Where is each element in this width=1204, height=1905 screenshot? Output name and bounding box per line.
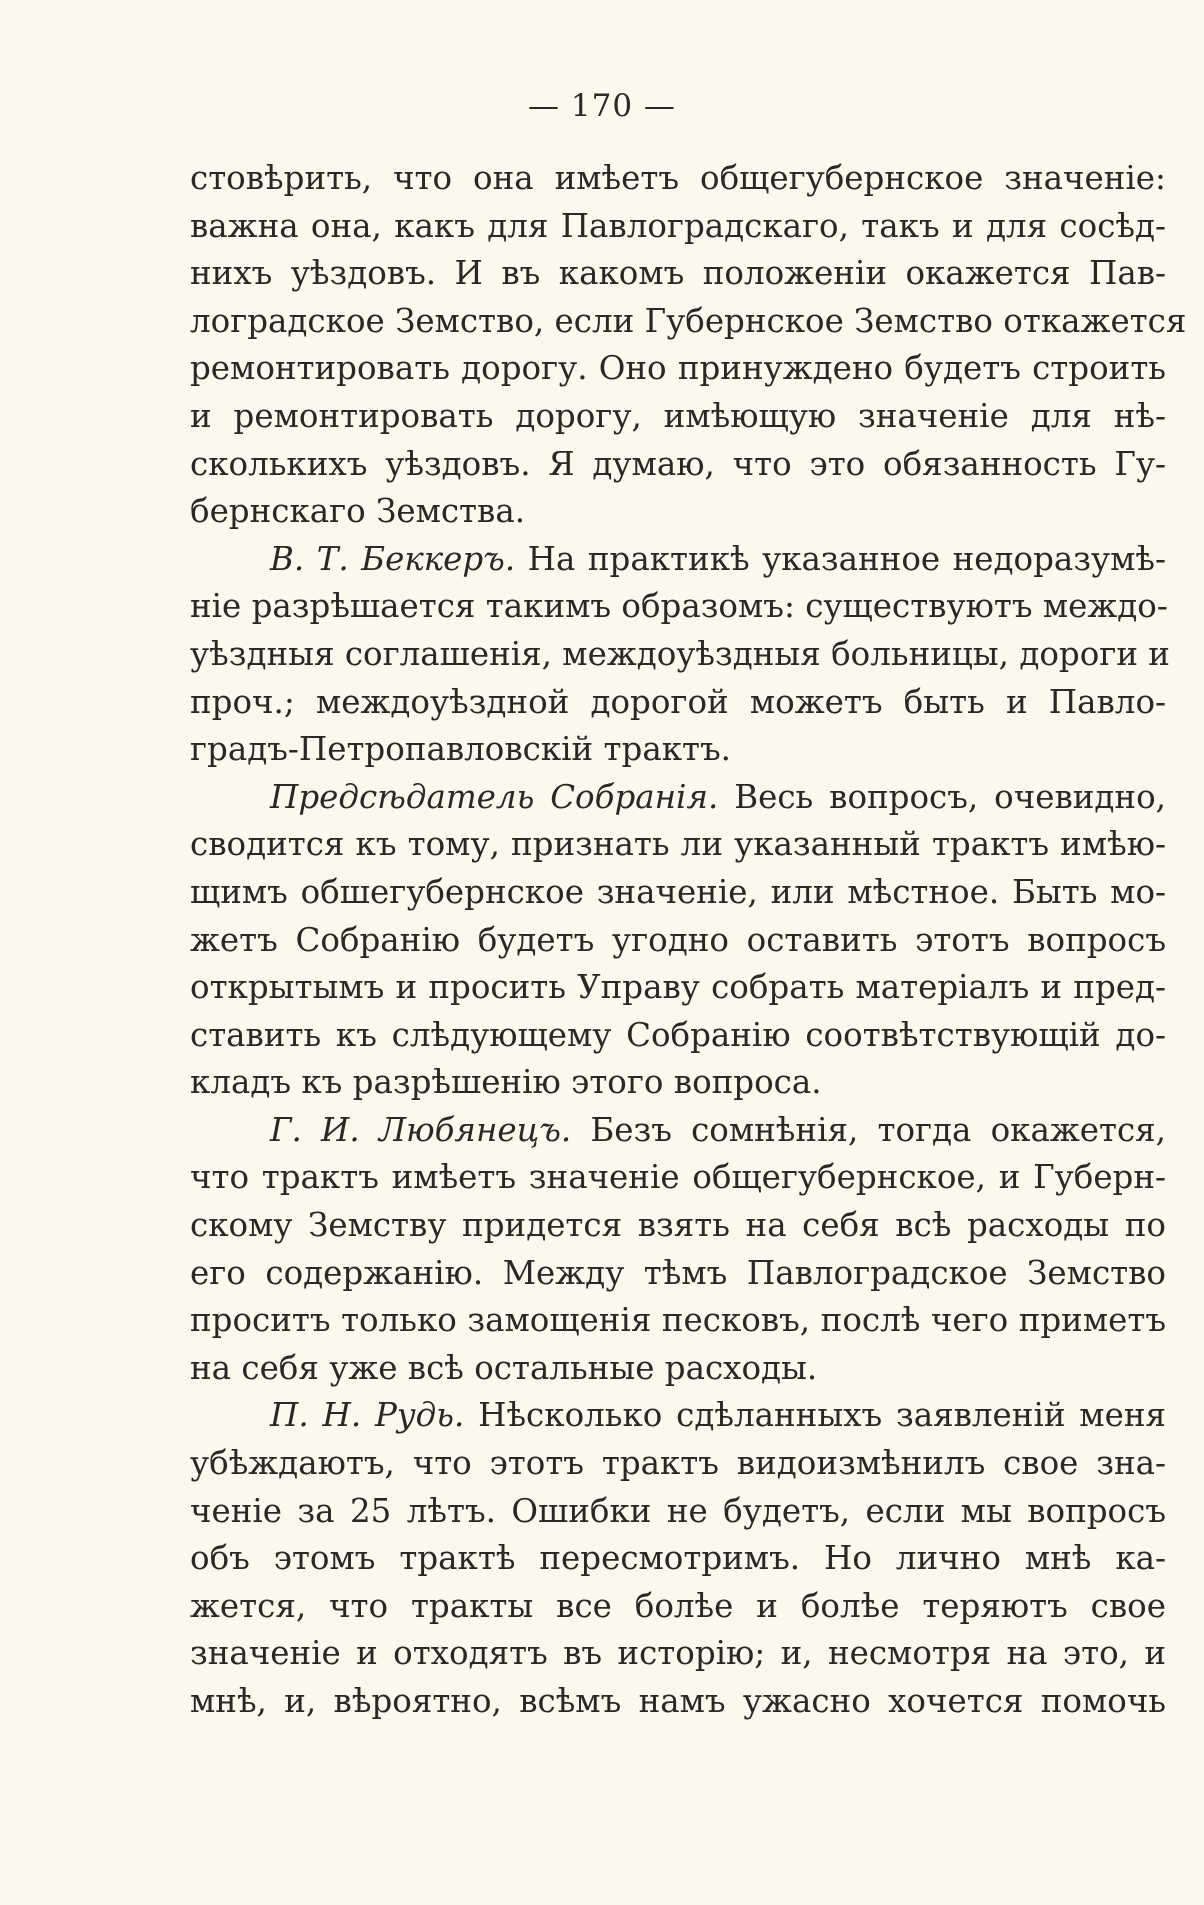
- line-text: лоградское Земство, если Губернское Земство откажется: [190, 301, 1187, 340]
- line-text: ремонтировать дорогу. Оно принуждено будетъ строить: [190, 349, 1166, 388]
- speaker-paragraph-start: [190, 1392, 1166, 1440]
- text-line: [190, 1297, 1166, 1345]
- line-text: проситъ только замощенія песковъ, послѣ чего приметъ: [190, 1301, 1166, 1340]
- text-line: [190, 1440, 1166, 1488]
- text-line: [190, 441, 1166, 489]
- text-line: [190, 488, 1166, 536]
- text-line: [190, 631, 1170, 679]
- line-text: жетъ Собранію будетъ угодно оставить этотъ вопросъ: [190, 920, 1166, 959]
- line-text: Безъ сомнѣнія, тогда окажется,: [571, 1110, 1166, 1149]
- text-line: [190, 1678, 1166, 1726]
- line-text: кладъ къ разрѣшенію этого вопроса.: [190, 1063, 822, 1102]
- line-text: убѣждаютъ, что этотъ трактъ видоизмѣнилъ свое зна-: [190, 1444, 1166, 1483]
- line-text: скому Земству придется взять на себя всѣ расходы по: [190, 1206, 1166, 1245]
- line-text: открытымъ и просить Управу собрать матеріалъ и пред-: [190, 968, 1166, 1007]
- body-text: [190, 155, 1187, 1726]
- line-text: стовѣрить, что она имѣетъ общегубернское значеніе:: [190, 159, 1166, 197]
- text-line: [190, 917, 1166, 965]
- line-text: жется, что тракты все болѣе и болѣе теряютъ свое: [190, 1586, 1166, 1625]
- line-text: ченіе за 25 лѣтъ. Ошибки не будетъ, если мы вопросъ: [190, 1491, 1166, 1530]
- text-line: [190, 345, 1166, 393]
- line-text: щимъ обшегубернское значеніе, или мѣстное. Быть мо-: [190, 872, 1166, 911]
- line-text: значеніе и отходятъ въ исторію; и, несмотря на это, и: [190, 1634, 1166, 1673]
- line-text: мнѣ, и, вѣроятно, всѣмъ намъ ужасно хочется помочь: [190, 1682, 1166, 1720]
- text-line: [190, 821, 1166, 869]
- line-text: что трактъ имѣетъ значеніе общегубернское, и Губерн-: [190, 1158, 1166, 1197]
- text-line: [190, 1345, 1166, 1393]
- text-line: [190, 203, 1166, 251]
- text-line: [190, 1535, 1166, 1583]
- text-line: [190, 1202, 1166, 1250]
- line-text: важна она, какъ для Павлоградскаго, такъ и для сосѣд-: [190, 206, 1166, 245]
- line-text: нихъ уѣздовъ. И въ какомъ положеніи окажется Пав-: [190, 254, 1166, 293]
- text-line: [190, 250, 1166, 298]
- text-line: [190, 583, 1166, 631]
- line-text: проч.; междоуѣздной дорогой можетъ быть и Павло-: [190, 682, 1166, 721]
- line-text: Нѣсколько сдѣланныхъ заявленій меня: [464, 1396, 1166, 1435]
- line-text: ніе разрѣшается такимъ образомъ: существуютъ междо-: [190, 587, 1168, 626]
- line-text: Весь вопросъ, очевидно,: [718, 777, 1166, 816]
- speaker-name: В. Т. Беккеръ.: [270, 539, 516, 578]
- text-line: [190, 298, 1187, 346]
- text-line: [190, 964, 1166, 1012]
- text-line: [190, 1250, 1166, 1298]
- line-text: объ этомъ трактѣ пересмотримъ. Но лично мнѣ ка-: [190, 1539, 1166, 1578]
- speaker-name: Предсѣдатель Собранія.: [270, 777, 719, 816]
- line-text: сводится къ тому, признать ли указанный трактъ имѣю-: [190, 825, 1166, 864]
- text-line: [190, 1583, 1166, 1631]
- line-text: и ремонтировать дорогу, имѣющую значеніе для нѣ-: [190, 396, 1166, 435]
- text-line: [190, 726, 1166, 774]
- text-line: [190, 1012, 1166, 1060]
- line-text: градъ-Петропавловскій трактъ.: [190, 730, 732, 769]
- text-line: [190, 869, 1166, 917]
- page-number: — 170 —: [528, 88, 676, 124]
- text-line: [190, 393, 1166, 441]
- speaker-paragraph-start: [190, 774, 1166, 822]
- speaker-name: П. Н. Рудь.: [270, 1396, 465, 1435]
- text-line: [190, 1488, 1166, 1536]
- speaker-paragraph-start: [190, 536, 1166, 584]
- line-text: его содержанію. Между тѣмъ Павлоградское Земство: [190, 1253, 1166, 1292]
- line-text: уѣздныя соглашенія, междоуѣздныя больницы, дороги и: [190, 634, 1170, 673]
- text-line: [190, 155, 1166, 203]
- line-text: ставить къ слѣдующему Собранію соотвѣтствующій до-: [190, 1015, 1166, 1054]
- text-line: [190, 679, 1166, 727]
- line-text: сколькихъ уѣздовъ. Я думаю, что это обязанность Гу-: [190, 444, 1166, 483]
- speaker-name: Г. И. Любянецъ.: [270, 1110, 572, 1149]
- line-text: На практикѣ указанное недоразумѣ-: [515, 539, 1166, 578]
- text-line: [190, 1154, 1166, 1202]
- text-line: [190, 1059, 1166, 1107]
- line-text: бернскаго Земства.: [190, 492, 526, 531]
- text-line: [190, 1630, 1166, 1678]
- speaker-paragraph-start: [190, 1107, 1166, 1155]
- line-text: на себя уже всѣ остальные расходы.: [190, 1348, 818, 1387]
